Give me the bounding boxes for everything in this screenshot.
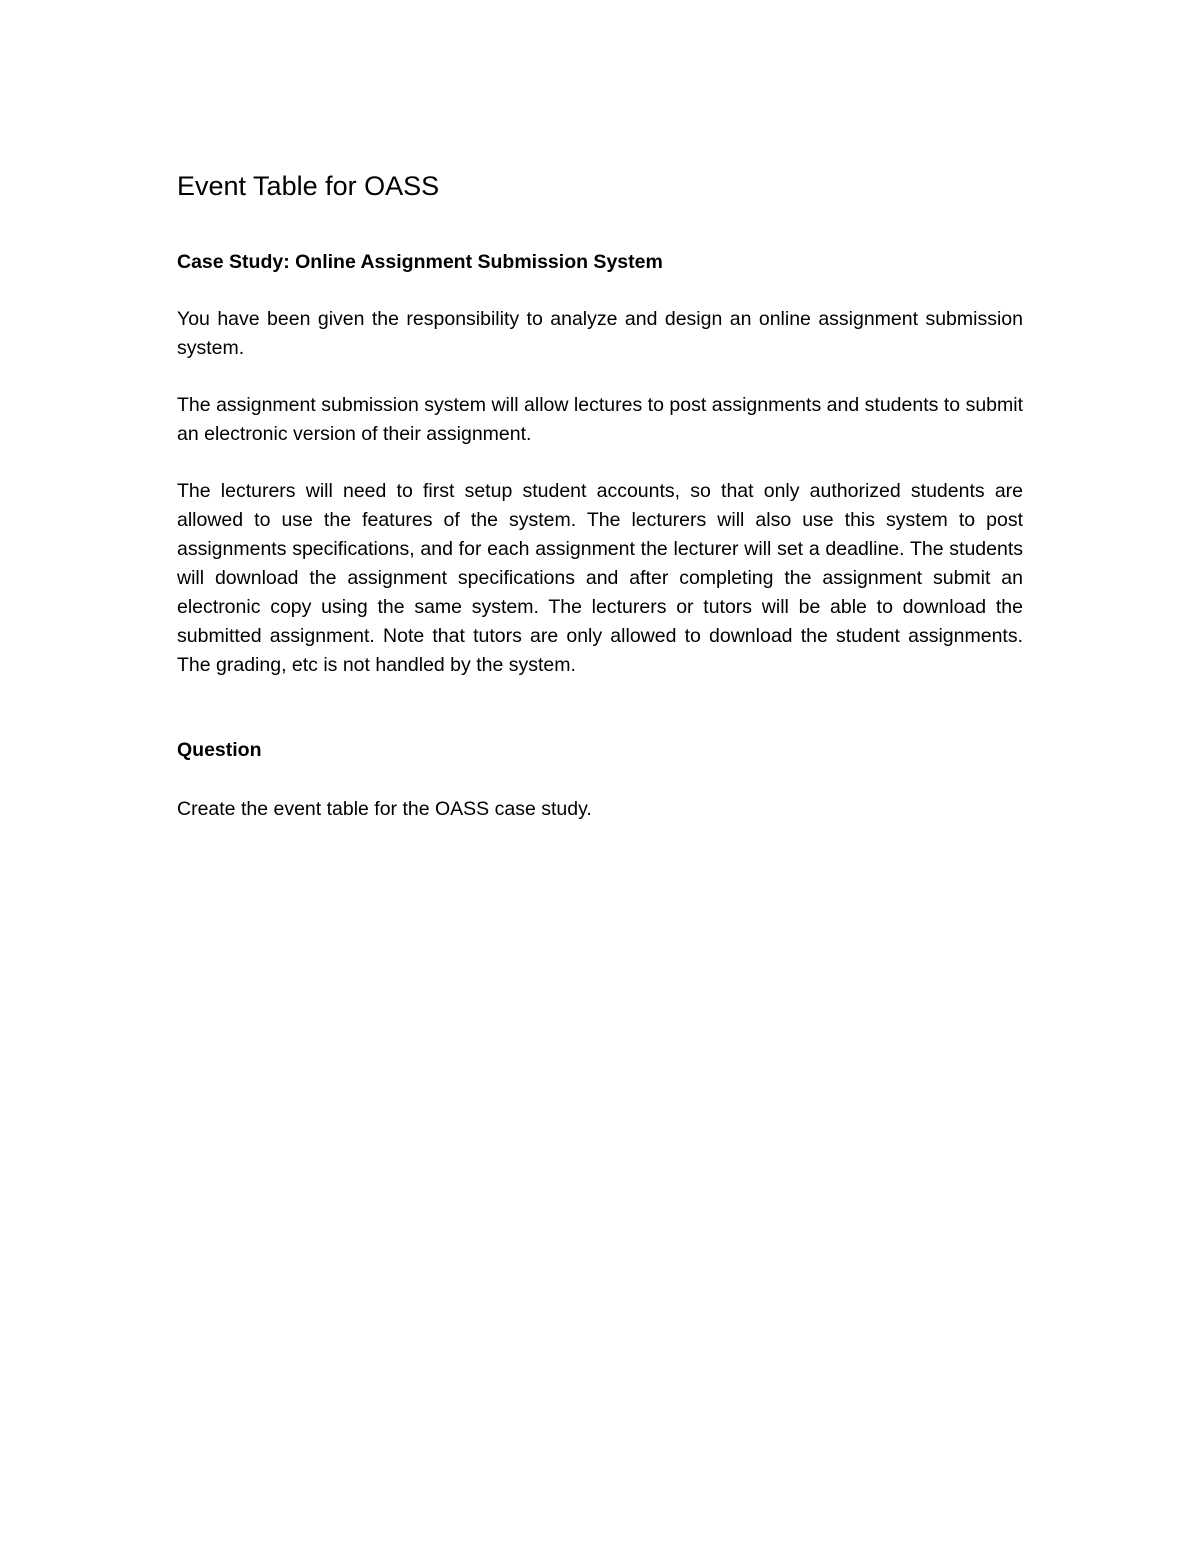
spacer xyxy=(177,765,1023,795)
paragraph-system-overview: The assignment submission system will allow lectures to post assignments and students to submit an electronic version of their assignment. xyxy=(177,394,1023,445)
case-study-heading: Case Study: Online Assignment Submission System xyxy=(177,251,663,273)
question-text: Create the event table for the OASS case study. xyxy=(177,798,592,820)
question-heading: Question xyxy=(177,739,262,761)
spacer xyxy=(177,680,1023,736)
paragraph-requirements: The lecturers will need to first setup student accounts, so that only authorized students are allowed to use the features of the system. The lecturers will also use this system to post assignments specifications, and for each assignment the lecturer will set a deadline. The students will download the assignment specifications and after completing the assignment submit an electronic copy using the same system. The lecturers or tutors will be able to download the submitted assignment. Note that tutors are only allowed to download the student assignments. The grading, etc is not handled by the system. xyxy=(177,480,1023,676)
document-title: Event Table for OASS xyxy=(177,171,440,201)
spacer xyxy=(177,277,1023,305)
paragraph-intro: You have been given the responsibility to analyze and design an online assignment submission system. xyxy=(177,308,1023,359)
document-body xyxy=(177,168,1023,824)
spacer xyxy=(177,449,1023,477)
spacer xyxy=(177,363,1023,391)
